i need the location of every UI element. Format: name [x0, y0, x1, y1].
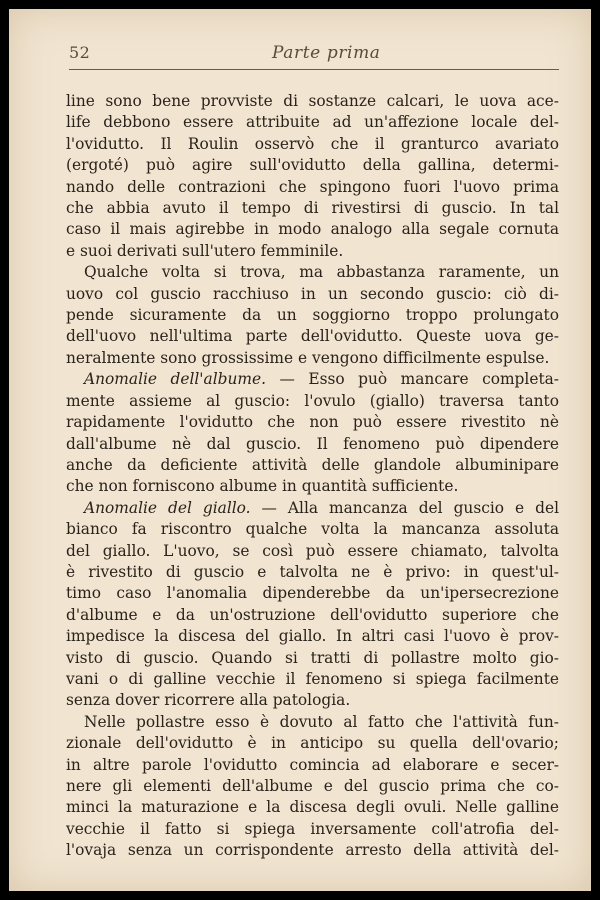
- section-heading: Anomalie dell'albume.: [84, 370, 266, 389]
- text-line: l'ovidutto. Il Roulin osservò che il granturco avariato: [66, 134, 559, 153]
- text-line: dell'uovo nell'ultima parte dell'ovidutto. Queste uova ge-: [66, 327, 559, 346]
- text-line: l'ovaja senza un corrispondente arresto della attività del-: [66, 841, 559, 860]
- running-title: Parte prima: [272, 43, 381, 63]
- text-line: mente assieme al guscio: l'ovulo (giallo) traversa tanto: [66, 391, 559, 410]
- text-fragment: — Esso può mancare completa-: [266, 370, 560, 389]
- text-line: line sono bene provviste di sostanze calcari, le uova ace-: [66, 92, 559, 110]
- header-rule: [69, 69, 559, 70]
- text-line: Nelle pollastre esso è dovuto al fatto che l'attività fun-: [84, 712, 559, 731]
- text-line: del giallo. L'uovo, se così può essere chiamato, talvolta: [66, 541, 559, 560]
- text-line: bianco fa riscontro qualche volta la mancanza assoluta: [66, 520, 559, 539]
- text-line: rapidamente l'ovidutto che non può essere rivestito nè: [66, 413, 559, 432]
- text-line: vecchie il fatto si spiega inversamente coll'atrofia del-: [66, 819, 559, 838]
- page-header: [69, 37, 559, 67]
- text-line: minci la maturazione e la discesa degli ovuli. Nelle galline: [66, 798, 559, 817]
- text-line: d'albume e da un'ostruzione dell'ovidutto superiore che: [66, 605, 559, 624]
- paragraph: [66, 369, 559, 497]
- text-line: dall'albume nè dal guscio. Il fenomeno può dipendere: [66, 434, 559, 453]
- text-line: nando delle contrazioni che spingono fuori l'uovo prima: [66, 177, 559, 196]
- text-line: uovo col guscio racchiuso in un secondo guscio: ciò di-: [66, 284, 559, 303]
- text-line: neralmente sono grossissime e vengono difficilmente espulse.: [66, 348, 550, 367]
- text-line: che abbia avuto il tempo di rivestirsi di guscio. In tal: [66, 199, 559, 218]
- paragraph: [66, 262, 559, 369]
- text-line: senza dover ricorrere alla patologia.: [66, 691, 351, 710]
- book-page: [9, 9, 591, 891]
- text-line: timo caso l'anomalia dipenderebbe da un'ipersecrezione: [66, 584, 559, 603]
- text-line: che non forniscono albume in quantità sufficiente.: [66, 477, 459, 496]
- text-line: vani o di galline vecchie il fenomeno si spiega facilmente: [66, 669, 559, 688]
- text-fragment: — Alla mancanza del guscio e del: [250, 498, 559, 517]
- page-number: 52: [69, 43, 91, 62]
- text-line: Qualche volta si trova, ma abbastanza raramente, un: [84, 263, 559, 282]
- text-line: è rivestito di guscio e talvolta ne è privo: in quest'ul-: [66, 562, 559, 581]
- page-body: [66, 91, 559, 862]
- text-line: nere gli elementi dell'albume e del guscio prima che co-: [66, 777, 559, 795]
- text-line: caso il mais agirebbe in modo analogo alla segale cornuta: [66, 220, 559, 239]
- paragraph: [66, 498, 559, 712]
- text-line: life debbono essere attribuite ad un'affezione locale del-: [66, 113, 559, 132]
- text-line: zionale dell'ovidutto è in anticipo su quella dell'ovario;: [66, 734, 559, 753]
- text-line: [66, 498, 559, 519]
- text-line: e suoi derivati sull'utero femminile.: [66, 241, 344, 260]
- paragraph: [66, 712, 559, 862]
- section-heading: Anomalie del giallo.: [84, 498, 251, 517]
- text-line: visto di guscio. Quando si tratti di pollastre molto gio-: [66, 648, 559, 667]
- text-line: pende sicuramente da un soggiorno troppo prolungato: [66, 306, 559, 325]
- text-line: anche da deficiente attività delle glandole albuminipare: [66, 455, 559, 474]
- paragraph: [66, 91, 559, 262]
- text-line: in altre parole l'ovidutto comincia ad elaborare e secer-: [66, 755, 559, 774]
- text-line: impedisce la discesa del giallo. In altri casi l'uovo è prov-: [66, 627, 559, 646]
- text-line: [66, 369, 559, 390]
- text-line: (ergoté) può agire sull'ovidutto della gallina, determi-: [66, 156, 559, 175]
